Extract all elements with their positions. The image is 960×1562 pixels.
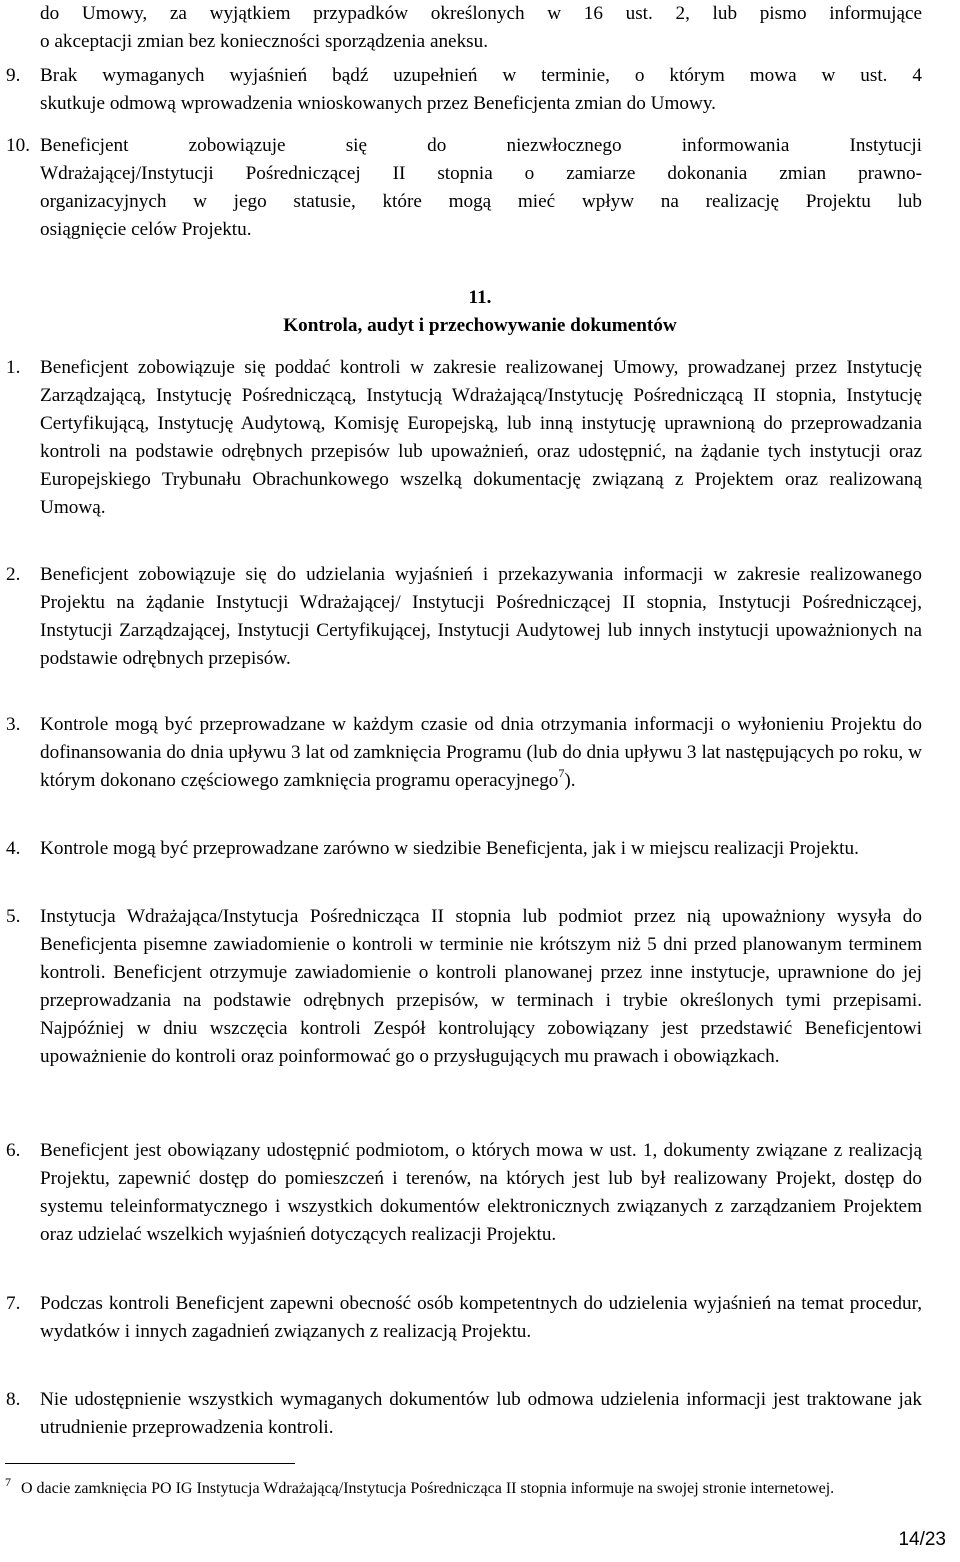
footnote-text: O dacie zamknięcia PO IG Instytucja Wdrażającą/Instytucja Pośrednicząca II stopnia informuje na swojej stronie internetowej. [21, 1480, 835, 1497]
item-text: Nie udostępnienie wszystkich wymaganych dokumentów lub odmowa udzielenia informacji jest traktowane jak utrudnienie przeprowadzenia kontroli. [40, 1389, 922, 1438]
item-line: osiągnięcie celów Projektu. [40, 219, 252, 240]
section-number: 11. [468, 287, 492, 308]
item-text: Beneficjent jest obowiązany udostępnić podmiotom, o których mowa w ust. 1, dokumenty związane z realizacją Projektu, zapewnić dostęp do pomieszczeń i terenów, na których jest lub był realizowany Projekt, dostęp do systemu teleinformatycznego i wszystkich dokumentów elektronicznych związanych z zarządzaniem Projektem oraz udzielać wszelkich wyjaśnień dotyczących realizacji Projektu. [40, 1140, 922, 1245]
section-title: Kontrola, audyt i przechowywanie dokumentów [283, 315, 677, 336]
item-text-tail: ). [564, 770, 576, 791]
item-line: Wdrażającej/Instytucji Pośredniczącej II stopnia o zamiarze dokonania zmian prawno- [40, 163, 922, 184]
item-number: 3. [6, 714, 21, 735]
item-number: 2. [6, 564, 21, 585]
page-number: 14/23 [898, 1529, 946, 1550]
footnote-separator [5, 1463, 295, 1464]
item-line: Brak wymaganych wyjaśnień bądź uzupełnień w terminie, o którym mowa w ust. 4 [40, 65, 922, 86]
item-number: 4. [6, 838, 21, 859]
item-number: 8. [6, 1389, 21, 1410]
item-line: Beneficjent zobowiązuje się do niezwłocznego informowania Instytucji [40, 135, 922, 156]
item-text: Podczas kontroli Beneficjent zapewni obecność osób kompetentnych do udzielenia wyjaśnień na temat procedur, wydatków i innych zagadnień związanych z realizacją Projektu. [40, 1293, 922, 1342]
item-text-body: Kontrole mogą być przeprowadzane w każdym czasie od dnia otrzymania informacji o wyłonieniu Projektu do dofinansowania do dnia upływu 3 lat od zamknięcia Programu (lub do dnia upływu 3 lat następujących po roku, w którym dokonano częściowego zamknięcia programu operacyjnego [40, 714, 922, 791]
footnote-mark: 7 [5, 1475, 11, 1489]
item-text: Instytucja Wdrażająca/Instytucja Pośrednicząca II stopnia lub podmiot przez nią upoważniony wysyła do Beneficjenta pisemne zawiadomienie o kontroli w terminie nie krótszym niż 5 dni przed planowanym terminem kontroli. Beneficjent otrzymuje zawiadomienie o kontroli planowanej przez inne instytucje, uprawnione do jej przeprowadzania na podstawie odrębnych przepisów, w terminach i trybie określonych tymi przepisami. Najpóźniej w dniu wszczęcia kontroli Zespół kontrolujący zobowiązany jest przedstawić Beneficjentowi upoważnienie do kontroli oraz poinformować go o przysługujących mu prawach i obowiązkach. [40, 906, 922, 1067]
item-number: 6. [6, 1140, 21, 1161]
item-number: 1. [6, 357, 21, 378]
item-text: Kontrole mogą być przeprowadzane zarówno w siedzibie Beneficjenta, jak i w miejscu realizacji Projektu. [40, 838, 859, 859]
intro-line: o akceptacji zmian bez konieczności sporządzenia aneksu. [40, 31, 489, 52]
intro-line: do Umowy, za wyjątkiem przypadków określonych w 16 ust. 2, lub pismo informujące [40, 3, 922, 24]
item-number: 7. [6, 1293, 21, 1314]
item-line: organizacyjnych w jego statusie, które mogą mieć wpływ na realizację Projektu lub [40, 191, 922, 212]
item-number: 5. [6, 906, 21, 927]
item-number: 10. [6, 135, 30, 156]
footnote-ref: 7 [558, 765, 565, 780]
item-number: 9. [6, 65, 21, 86]
item-text: Beneficjent zobowiązuje się do udzielania wyjaśnień i przekazywania informacji w zakresie realizowanego Projektu na żądanie Instytucji Wdrażającej/ Instytucji Pośredniczącej II stopnia, Instytucji Pośredniczącej, Instytucji Zarządzającej, Instytucji Certyfikującej, Instytucji Audytowej lub innych instytucji upoważnionych na podstawie odrębnych przepisów. [40, 564, 922, 669]
item-line: skutkuje odmową wprowadzenia wnioskowanych przez Beneficjenta zmian do Umowy. [40, 93, 716, 114]
item-text: Beneficjent zobowiązuje się poddać kontroli w zakresie realizowanej Umowy, prowadzanej przez Instytucję Zarządzającą, Instytucję Pośredniczącą, Instytucją Wdrażającą/Instytucję Pośredniczącą II stopnia, Instytucję Certyfikującą, Instytucję Audytową, Komisję Europejską, lub inną instytucję uprawnioną do przeprowadzania kontroli na podstawie odrębnych przepisów lub upoważnień, oraz udostępnić, na żądanie tych instytucji oraz Europejskiego Trybunału Obrachunkowego wszelką dokumentację związaną z Projektem oraz realizowaną Umową. [40, 357, 922, 518]
item-text [40, 711, 922, 795]
